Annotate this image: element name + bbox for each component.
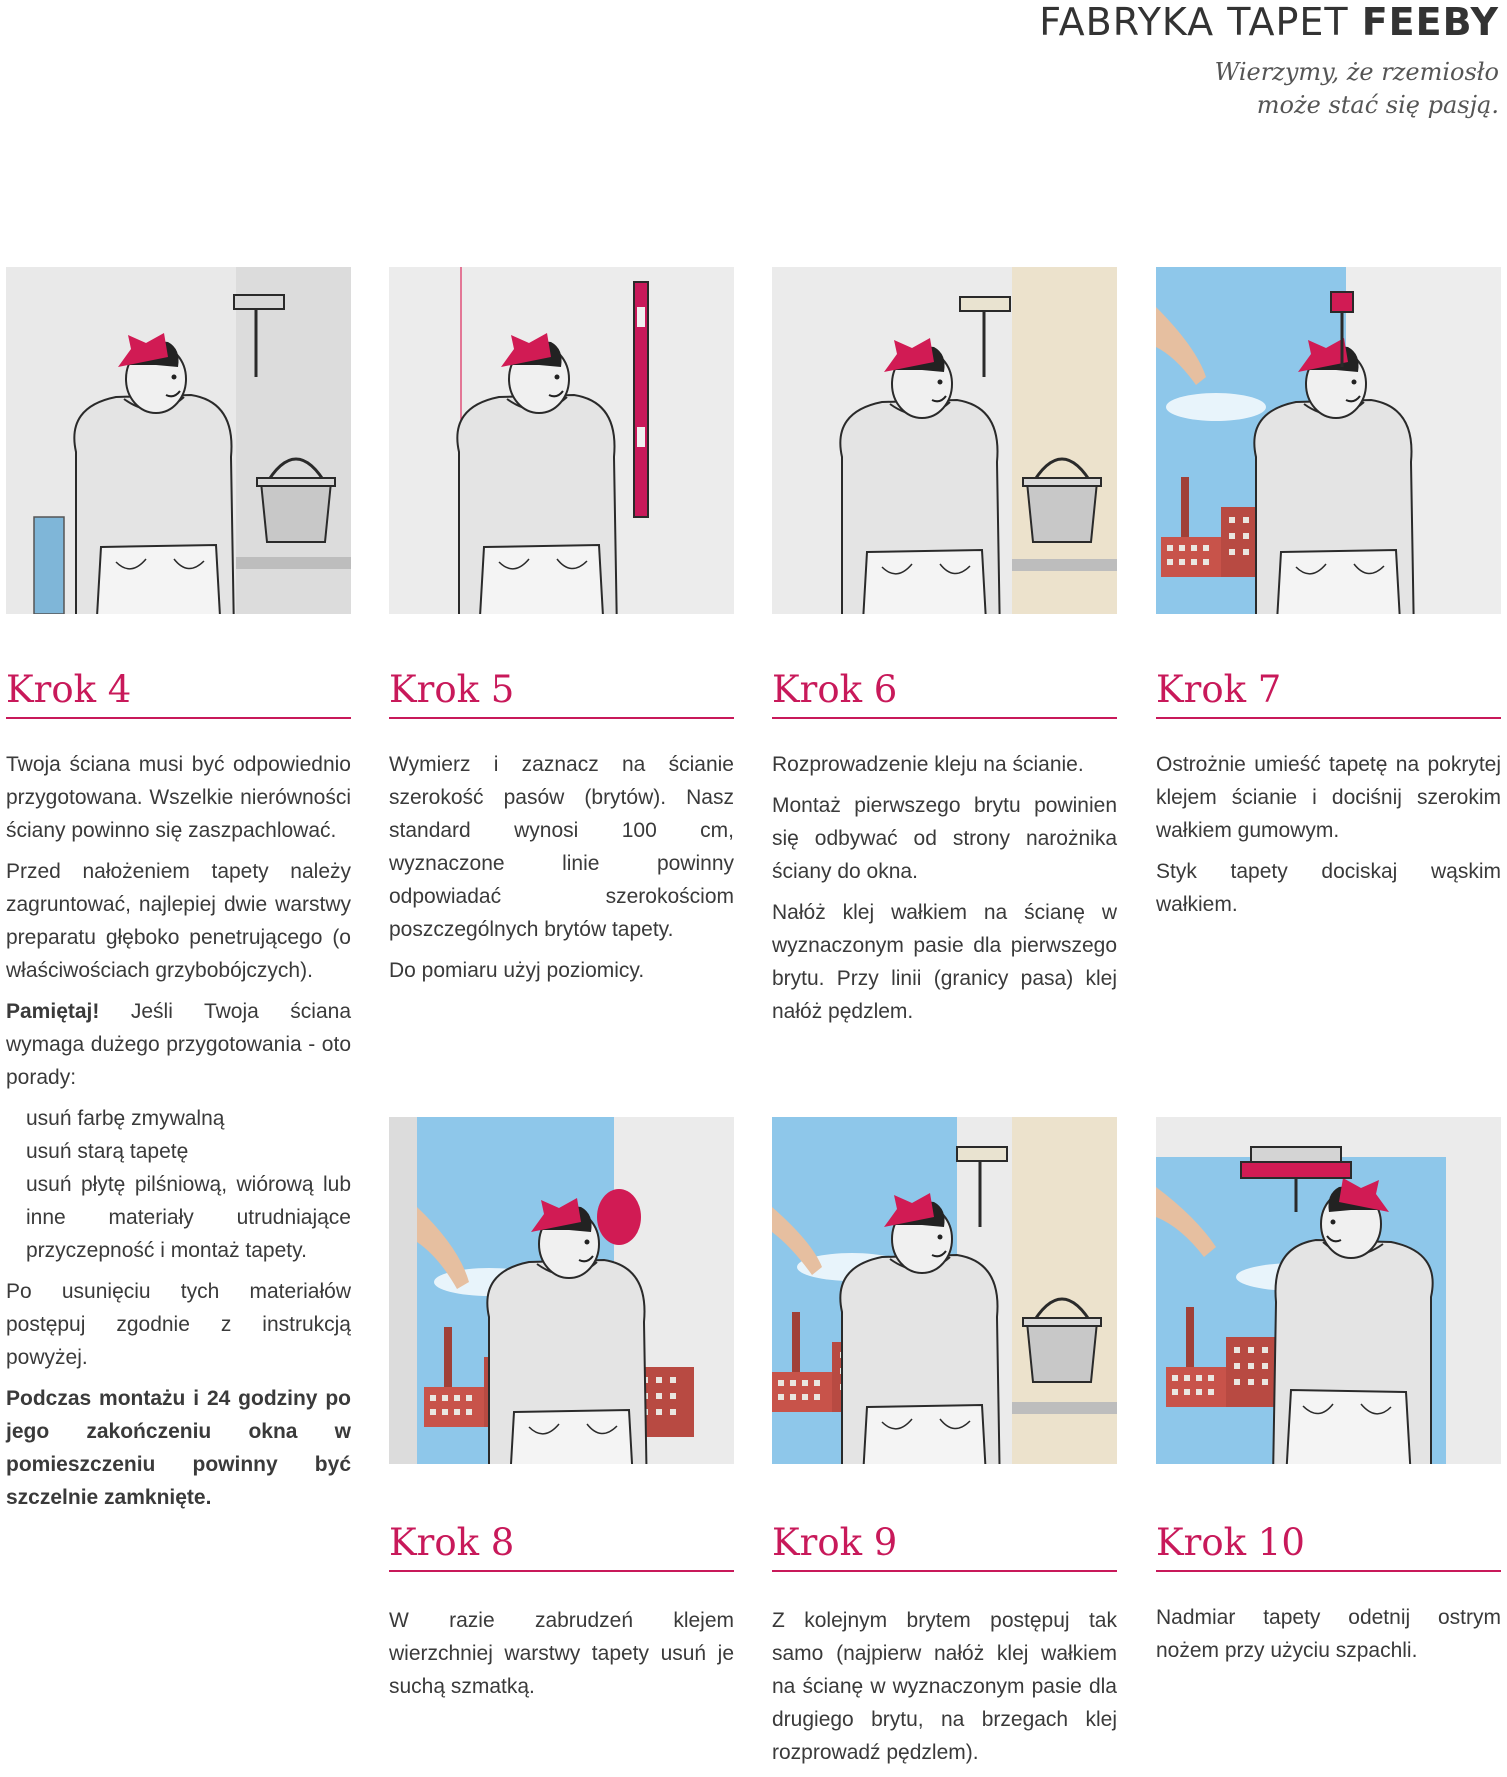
step-9-text	[772, 1604, 1117, 1777]
tagline-line-1: Wierzymy, że rzemiosło	[1214, 58, 1499, 86]
illustration-step-7	[1156, 267, 1501, 614]
step-6-text	[772, 748, 1117, 1036]
step-10-title: Krok 10	[1156, 1518, 1501, 1572]
illustration-step-5	[389, 267, 734, 614]
step-5-paragraph: Do pomiaru użyj poziomicy.	[389, 959, 645, 982]
step-4-tips-list	[6, 1102, 351, 1267]
brand-logo	[1039, 0, 1499, 44]
step-4-title: Krok 4	[6, 665, 351, 719]
step-8-text	[389, 1604, 734, 1711]
step-9-title: Krok 9	[772, 1518, 1117, 1572]
step-6-paragraph: Montaż pierwszego brytu powinien się odbywać od strony narożnika ściany do okna.	[772, 794, 1117, 883]
reminder-text: Jeśli Twoja ściana wymaga dużego przygotowania - oto porady:	[6, 1000, 351, 1089]
illustration-step-8	[389, 1117, 734, 1464]
step-10-text	[1156, 1601, 1501, 1675]
step-5-text	[389, 748, 734, 995]
brand-header	[1039, 0, 1499, 122]
step-4-paragraph: Twoja ściana musi być odpowiednio przygotowana. Wszelkie nierówności ściany powinno się zaszpachlować.	[6, 753, 351, 842]
step-6-title: Krok 6	[772, 665, 1117, 719]
illustration-step-10	[1156, 1117, 1501, 1464]
brand-tagline	[1039, 56, 1499, 122]
step-4-paragraph: Po usunięciu tych materiałów postępuj zgodnie z instrukcją powyżej.	[6, 1280, 351, 1369]
step-4-reminder	[6, 995, 351, 1094]
step-4-paragraph: Przed nałożeniem tapety należy zagruntować, najlepiej dwie warstwy preparatu głęboko penetrującego (o właściwościach grzybobójczych).	[6, 860, 351, 982]
step-7-title: Krok 7	[1156, 665, 1501, 719]
step-4-text	[6, 748, 351, 1522]
step-6-paragraph: Rozprowadzenie kleju na ścianie.	[772, 753, 1084, 776]
list-item: usuń płytę pilśniową, wiórową lub inne materiały utrudniające przyczepność i montaż tapety.	[26, 1173, 351, 1262]
step-9-paragraph: Z kolejnym brytem postępuj tak samo (najpierw nałóż klej wałkiem na ścianę w wyznaczonym pasie dla drugiego brytu, na brzegach klej rozprowadź pędzlem).	[772, 1609, 1117, 1764]
step-5-paragraph: Wymierz i zaznacz na ścianie szerokość pasów (brytów). Nasz standard wynosi 100 cm, wyznaczone linie powinny odpowiadać szerokościom poszczególnych brytów tapety.	[389, 753, 734, 941]
brand-name-light: FABRYKA TAPET	[1039, 0, 1349, 44]
list-item: usuń starą tapetę	[26, 1140, 189, 1163]
illustration-step-6	[772, 267, 1117, 614]
illustration-step-9	[772, 1117, 1117, 1464]
tagline-line-2: może stać się pasją.	[1256, 91, 1499, 119]
step-7-text	[1156, 748, 1501, 929]
step-4-warning: Podczas montażu i 24 godziny po jego zakończeniu okna w pomieszczeniu powinny być szczelnie zamknięte.	[6, 1387, 351, 1509]
illustration-step-4	[6, 267, 351, 614]
brand-name-bold: FEEBY	[1361, 0, 1499, 44]
step-6-paragraph: Nałóż klej wałkiem na ścianę w wyznaczonym pasie dla pierwszego brytu. Przy linii (granicy pasa) klej nałóż pędzlem.	[772, 901, 1117, 1023]
step-10-paragraph: Nadmiar tapety odetnij ostrym nożem przy użyciu szpachli.	[1156, 1606, 1501, 1662]
step-5-title: Krok 5	[389, 665, 734, 719]
step-7-paragraph: Ostrożnie umieść tapetę na pokrytej klejem ścianie i dociśnij szerokim wałkiem gumowym.	[1156, 753, 1501, 842]
list-item: usuń farbę zmywalną	[26, 1107, 225, 1130]
step-7-paragraph: Styk tapety dociskaj wąskim wałkiem.	[1156, 860, 1501, 916]
step-8-title: Krok 8	[389, 1518, 734, 1572]
reminder-label: Pamiętaj!	[6, 1000, 100, 1023]
step-8-paragraph: W razie zabrudzeń klejem wierzchniej warstwy tapety usuń je suchą szmatką.	[389, 1609, 734, 1698]
